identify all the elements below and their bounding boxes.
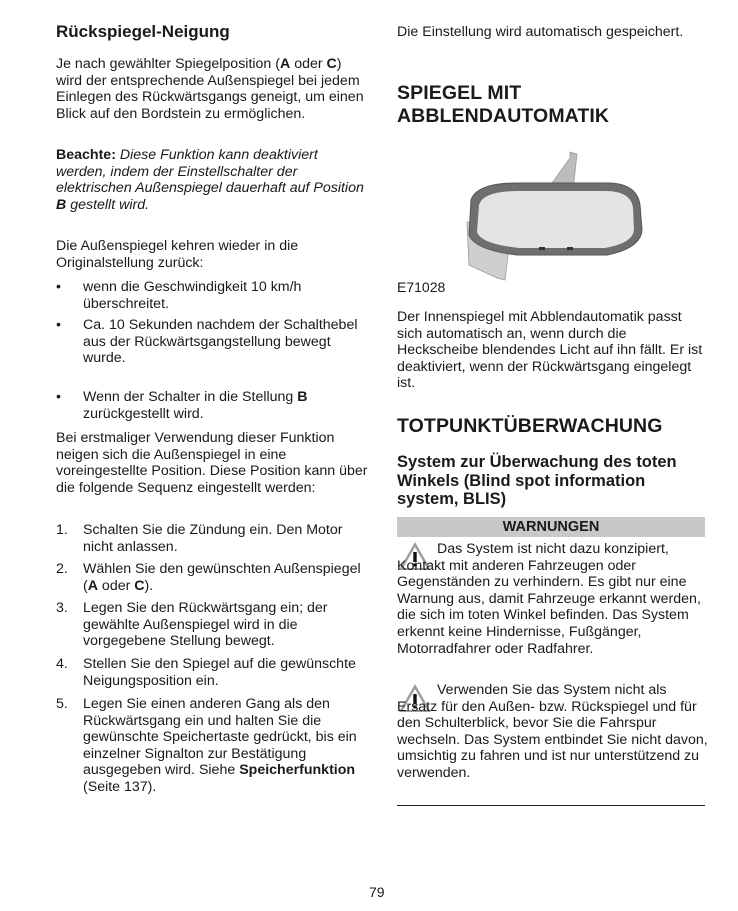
- section-divider: [397, 805, 705, 806]
- return-paragraph: Die Außenspiegel kehren wieder in die Originalstellung zurück:: [56, 238, 299, 271]
- auto-saved-text: Die Einstellung wird automatisch gespeichert.: [397, 24, 684, 40]
- mirror-description: Der Innenspiegel mit Abblendautomatik passt sich automatisch an, wenn durch die Heckscheibe blendendes Licht auf ihn fällt. Er ist deaktiviert, wenn der Rückwärtsgang eingelegt ist.: [397, 309, 703, 392]
- blis-subheading: System zur Überwachung des toten Winkels (Blind spot information system, BLIS): [397, 453, 677, 508]
- warning-text-1: Das System ist nicht dazu konzipiert, Kontakt mit anderen Fahrzeugen oder Gegenständen zu verhindern. Es gibt nur eine Warnung aus, damit Fahrzeuge erkannt werden, die sich im toten Winkel befinden. Das System erkennt keine Hindernisse, Fußgänger, Motorradfahrer oder Radfahrer.: [397, 541, 701, 657]
- mirror-heading: SPIEGEL MIT ABBLENDAUTOMATIK: [397, 82, 610, 127]
- figure-id: E71028: [397, 279, 446, 295]
- intro-paragraph: Je nach gewählter Spiegelposition (A oder C) wird der entsprechende Außenspiegel bei jedem Einlegen des Rückwärtsgangs geneigt, um einen Blick auf den Bordstein zu ermöglichen.: [56, 56, 364, 122]
- note-paragraph: Beachte: Diese Funktion kann deaktiviert werden, indem der Einstellschalter der elektrischen Außenspiegel dauerhaft auf Position B gestellt wird.: [56, 147, 364, 213]
- blis-heading: TOTPUNKTÜBERWACHUNG: [397, 415, 663, 437]
- sensor-left: [539, 247, 545, 250]
- warnings-header: WARNUNGEN: [397, 517, 705, 537]
- note-label: Beachte:: [56, 147, 116, 163]
- rear-view-mirror-illustration: [457, 150, 677, 285]
- sensor-right: [567, 247, 573, 250]
- section-heading: Rückspiegel-Neigung: [56, 22, 230, 41]
- page-number: 79: [369, 884, 385, 900]
- speicherfunktion-link[interactable]: Speicherfunktion: [239, 762, 356, 779]
- mirror-glass: [477, 191, 634, 248]
- warning-text-2: Verwenden Sie das System nicht als Ersatz für den Außen- bzw. Rückspiegel und für den Schulterblick, bevor Sie die Fahrspur wechseln. Das System entbindet Sie nicht davon, umsichtig zu fahren und ist nur unterstützend zu verwenden.: [397, 682, 708, 781]
- first-use-paragraph: Bei erstmaliger Verwendung dieser Funktion neigen sich die Außenspiegel in eine voreingestellte Position. Diese Position kann über die folgende Sequenz eingestellt werden:: [56, 430, 368, 496]
